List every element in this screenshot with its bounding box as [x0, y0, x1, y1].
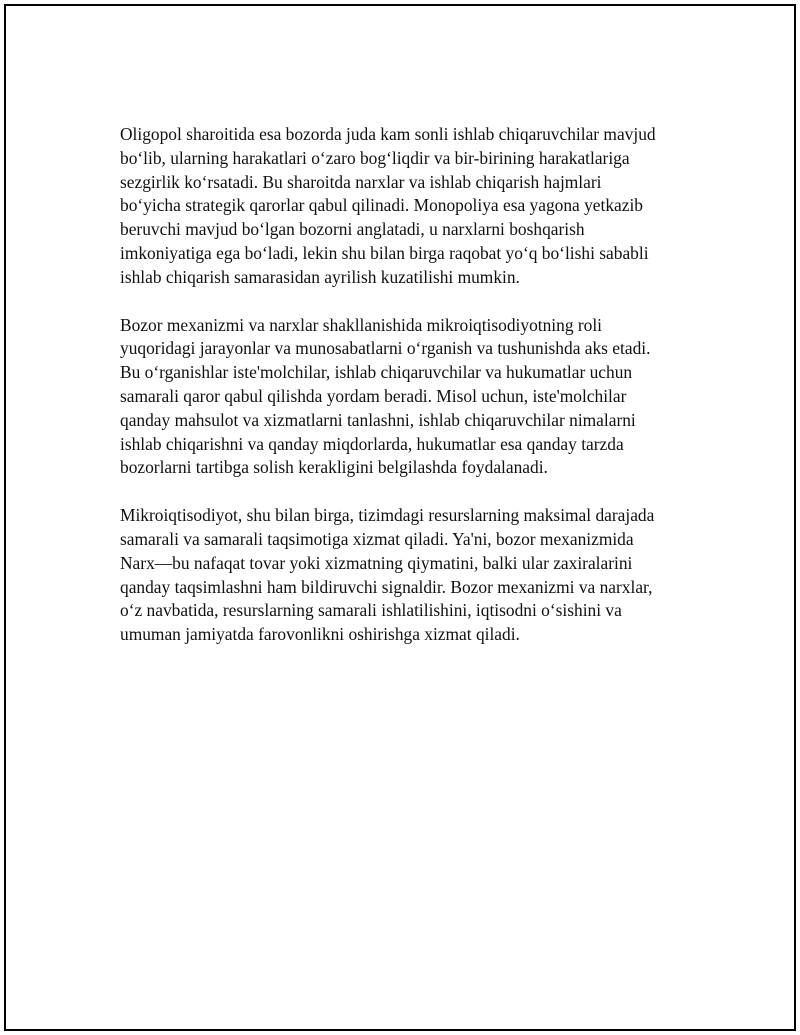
document-body [120, 123, 692, 671]
text-line: imkoniyatiga ega bo‘ladi, lekin shu bilan birga raqobat yo‘q bo‘lishi sababli [120, 242, 649, 263]
text-line: sezgirlik ko‘rsatadi. Bu sharoitda narxlar va ishlab chiqarish hajmlari [120, 171, 602, 192]
text-line: ishlab chiqarishni va qanday miqdorlarda, hukumatlar esa qanday tarzda [120, 433, 624, 454]
text-line: bo‘lib, ularning harakatlari o‘zaro bog‘liqdir va bir-birining harakatlariga [120, 147, 630, 168]
text-line: Bozor mexanizmi va narxlar shakllanishida mikroiqtisodiyotning roli [120, 314, 603, 335]
text-line: Bu o‘rganishlar iste'molchilar, ishlab chiqaruvchilar va hukumatlar uchun [120, 362, 633, 383]
page-frame [4, 4, 796, 1031]
text-line: Oligopol sharoitida esa bozorda juda kam sonli ishlab chiqaruvchilar mavjud [120, 124, 656, 144]
paragraph-microeconomics [120, 504, 692, 647]
text-line: Mikroiqtisodiyot, shu bilan birga, tizimdagi resurslarning maksimal darajada [120, 505, 655, 526]
text-line: qanday mahsulot va xizmatlarni tanlashni, ishlab chiqaruvchilar nimalarni [120, 409, 636, 430]
text-line: qanday taqsimlashni ham bildiruvchi signaldir. Bozor mexanizmi va narxlar, [120, 576, 653, 597]
text-line: Narx—bu nafaqat tovar yoki xizmatning qiymatini, balki ular zaxiralarini [120, 552, 633, 573]
paragraph-oligopoly [120, 123, 692, 290]
text-line: bo‘yicha strategik qarorlar qabul qilinadi. Monopoliya esa yagona yetkazib [120, 195, 644, 216]
text-line: samarali qaror qabul qilishda yordam beradi. Misol uchun, iste'molchilar [120, 385, 627, 406]
text-line: o‘z navbatida, resurslarning samarali ishlatilishini, iqtisodni o‘sishini va [120, 600, 622, 621]
text-line: ishlab chiqarish samarasidan ayrilish kuzatilishi mumkin. [120, 266, 520, 287]
text-line: samarali va samarali taqsimotiga xizmat qiladi. Ya'ni, bozor mexanizmida [120, 528, 634, 549]
text-line: beruvchi mavjud bo‘lgan bozorni anglatadi, u narxlarni boshqarish [120, 219, 585, 240]
text-line: yuqoridagi jarayonlar va munosabatlarni o‘rganish va tushunishda aks etadi. [120, 338, 651, 359]
text-line: umuman jamiyatda farovonlikni oshirishga xizmat qiladi. [120, 624, 520, 645]
paragraph-market-mechanism [120, 314, 692, 481]
text-line: bozorlarni tartibga solish kerakligini belgilashda foydalanadi. [120, 457, 548, 478]
